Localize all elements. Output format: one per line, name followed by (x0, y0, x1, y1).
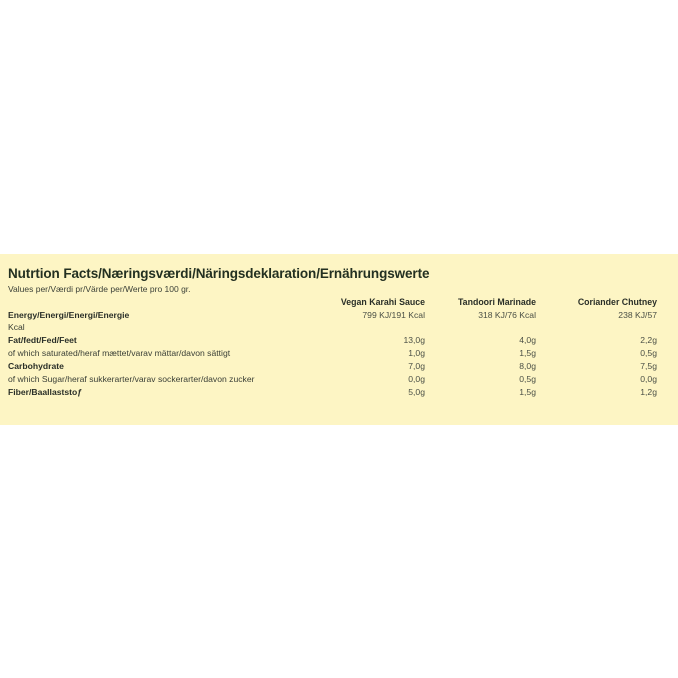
row-value: 1,5g (519, 348, 536, 358)
row-value: 4,0g (519, 335, 536, 345)
row-value: 2,2g (640, 335, 657, 345)
row-value: 1,0g (408, 348, 425, 358)
column-header-tandoori: Tandoori Marinade (457, 297, 536, 307)
row-value: 0,0g (408, 374, 425, 384)
row-label: Energy/Energi/Energi/Energie (8, 310, 130, 320)
table-row (0, 361, 678, 373)
table-row (0, 310, 678, 322)
row-label: Fat/fedt/Fed/Feet (8, 335, 77, 345)
column-header-karahi: Vegan Karahi Sauce (340, 297, 425, 307)
nutrition-subtitle: Values per/Værdi pr/Värde per/Werte pro 100 gr. (8, 284, 191, 294)
row-label: of which Sugar/heraf sukkerarter/varav sockerarter/davon zucker (8, 374, 255, 384)
row-value: 0,0g (640, 374, 657, 384)
row-value: 8,0g (519, 361, 536, 371)
row-value: 1,5g (519, 387, 536, 397)
nutrition-panel (0, 254, 678, 425)
row-value: 799 KJ/191 Kcal (362, 310, 425, 320)
row-value: 5,0g (408, 387, 425, 397)
column-header-chutney: Coriander Chutney (577, 297, 657, 307)
row-value: 7,0g (408, 361, 425, 371)
row-label: Kcal (8, 322, 25, 332)
row-value: 318 KJ/76 Kcal (478, 310, 536, 320)
row-value: 1,2g (640, 387, 657, 397)
row-label: of which saturated/heraf mættet/varav mättar/davon sättigt (8, 348, 231, 358)
row-value: 0,5g (519, 374, 536, 384)
table-row (0, 387, 678, 399)
table-row (0, 335, 678, 347)
row-value: 7,5g (640, 361, 657, 371)
row-value: 0,5g (640, 348, 657, 358)
row-value: 13,0g (403, 335, 425, 345)
row-label: Carbohydrate (8, 361, 64, 371)
table-row (0, 374, 678, 386)
table-row (0, 348, 678, 360)
table-row (0, 322, 678, 334)
row-label: Fiber/Baallaststoƒ (8, 387, 83, 397)
row-value: 238 KJ/57 (618, 310, 657, 320)
nutrition-title: Nutrtion Facts/Næringsværdi/Näringsdeklaration/Ernährungswerte (8, 266, 430, 281)
